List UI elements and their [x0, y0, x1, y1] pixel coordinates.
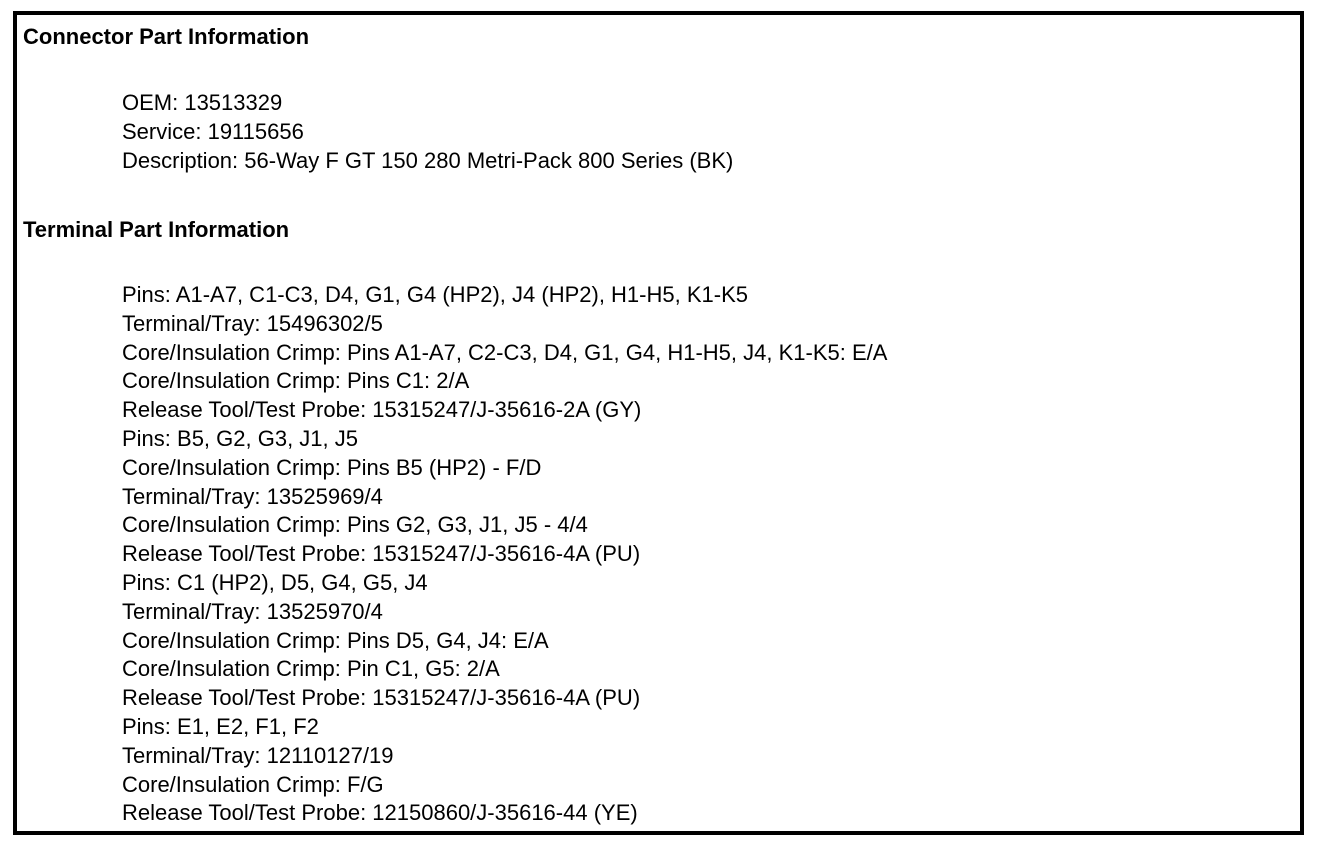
terminal-line: Release Tool/Test Probe: 15315247/J-35616-4A (PU) [122, 685, 641, 711]
terminal-line: Terminal/Tray: 15496302/5 [122, 310, 383, 336]
terminal-line: Pins: B5, G2, G3, J1, J5 [122, 425, 358, 451]
terminal-line: Core/Insulation Crimp: F/G [122, 771, 384, 797]
terminal-line: Terminal/Tray: 12110127/19 [122, 742, 394, 768]
terminal-line: Pins: E1, E2, F1, F2 [122, 713, 319, 739]
connector-info-table [13, 11, 1304, 835]
terminal-line: Release Tool/Test Probe: 12150860/J-35616-44 (YE) [122, 800, 638, 826]
terminal-details [122, 281, 887, 828]
terminal-line: Core/Insulation Crimp: Pins G2, G3, J1, J5 - 4/4 [122, 512, 588, 538]
terminal-line: Release Tool/Test Probe: 15315247/J-35616-4A (PU) [122, 541, 641, 567]
terminal-line: Terminal/Tray: 13525969/4 [122, 483, 383, 509]
terminal-line: Release Tool/Test Probe: 15315247/J-35616-2A (GY) [122, 397, 642, 423]
oem-line: OEM: 13513329 [122, 90, 283, 115]
connector-part-information-heading: Connector Part Information [23, 24, 310, 49]
description-line: Description: 56-Way F GT 150 280 Metri-Pack 800 Series (BK) [122, 147, 734, 173]
terminal-line: Terminal/Tray: 13525970/4 [122, 598, 383, 624]
terminal-line: Pins: A1-A7, C1-C3, D4, G1, G4 (HP2), J4 (HP2), H1-H5, K1-K5 [122, 282, 748, 307]
terminal-line: Core/Insulation Crimp: Pin C1, G5: 2/A [122, 656, 500, 682]
terminal-line: Core/Insulation Crimp: Pins A1-A7, C2-C3, D4, G1, G4, H1-H5, J4, K1-K5: E/A [122, 339, 888, 365]
connector-details [122, 89, 733, 175]
terminal-line: Core/Insulation Crimp: Pins C1: 2/A [122, 368, 470, 394]
service-line: Service: 19115656 [122, 118, 304, 144]
terminal-line: Core/Insulation Crimp: Pins D5, G4, J4: E/A [122, 627, 549, 653]
terminal-part-information-heading: Terminal Part Information [23, 217, 290, 242]
terminal-line: Pins: C1 (HP2), D5, G4, G5, J4 [122, 569, 428, 595]
terminal-line: Core/Insulation Crimp: Pins B5 (HP2) - F/D [122, 454, 542, 480]
